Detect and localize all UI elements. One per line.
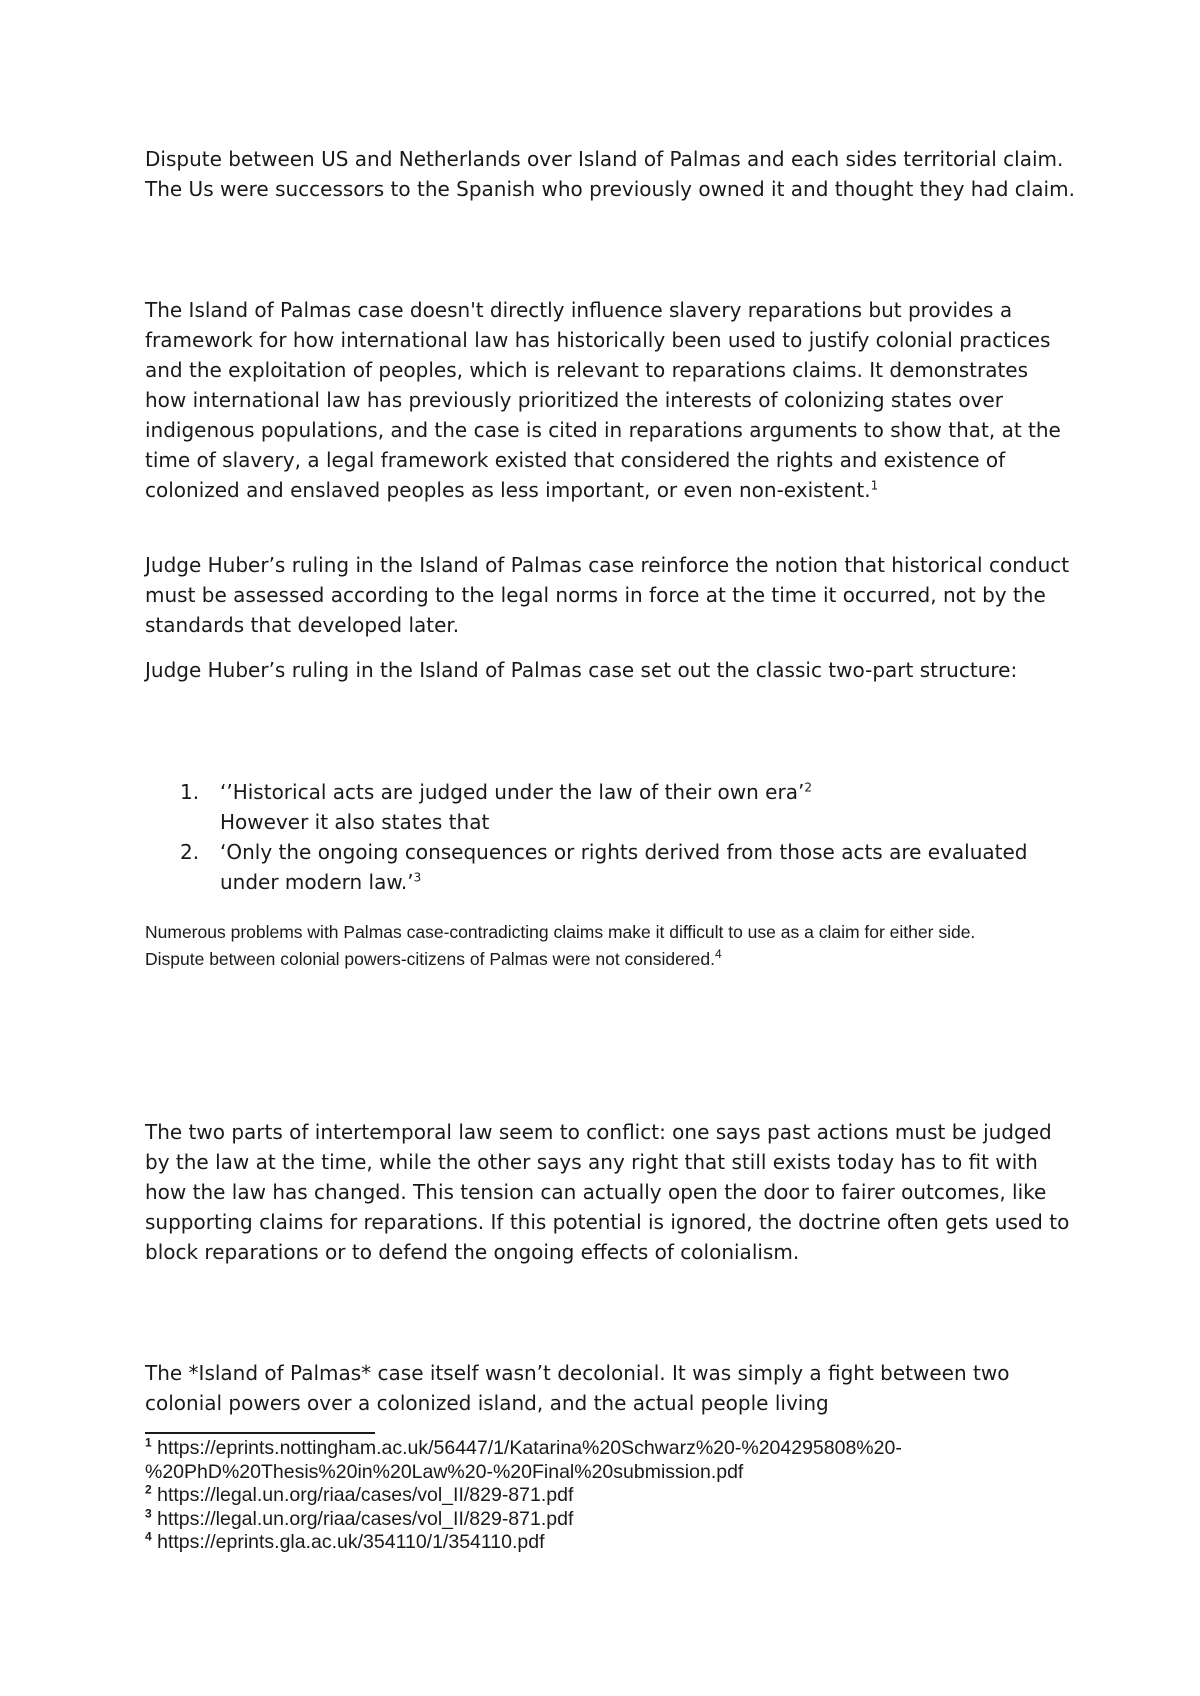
list-item-text: ‘Only the ongoing consequences or rights derived from those acts are evaluated under modern law.’ bbox=[220, 840, 1028, 894]
paragraph-framework bbox=[145, 295, 1075, 505]
paragraph-text: Judge Huber’s ruling in the Island of Palmas case reinforce the notion that historical conduct must be assessed according to the legal norms in force at the time it occurred, not by the standards that developed later. bbox=[145, 553, 1070, 637]
footnote bbox=[145, 1437, 1075, 1484]
note-line: Numerous problems with Palmas case-contradicting claims make it difficult to use as a claim for either side. bbox=[145, 922, 976, 942]
list-number: 2. bbox=[180, 840, 200, 864]
note-line-text: Dispute between colonial powers-citizens of Palmas were not considered. bbox=[145, 949, 716, 969]
paragraph-huber-ruling bbox=[145, 550, 1075, 640]
footnote-separator bbox=[145, 1432, 375, 1434]
paragraph-text: Judge Huber’s ruling in the Island of Palmas case set out the classic two-part structure: bbox=[145, 658, 1018, 682]
paragraph-decolonial bbox=[145, 1358, 1075, 1418]
footnote-ref: 2 bbox=[804, 780, 812, 795]
footnote bbox=[145, 1508, 1075, 1532]
footnote-ref: 4 bbox=[715, 947, 722, 962]
paragraph-intertemporal bbox=[145, 1117, 1075, 1267]
footnote-mark: 2 bbox=[145, 1482, 152, 1497]
list-number: 1. bbox=[180, 780, 200, 804]
footnote bbox=[145, 1484, 1075, 1508]
list-item bbox=[145, 777, 1075, 837]
footnote-link[interactable]: https://eprints.nottingham.ac.uk/56447/1/Katarina%20Schwarz%20-%204295808%20-%20PhD%20Thesis%20in%20Law%20-%20Final%20submission.pdf bbox=[145, 1437, 902, 1483]
paragraph-two-part bbox=[145, 655, 1075, 685]
list-item-text: ‘’Historical acts are judged under the law of their own era’ bbox=[220, 780, 805, 804]
notes-block bbox=[145, 919, 1075, 973]
footnote-ref: 3 bbox=[413, 870, 422, 885]
footnote-link[interactable]: https://legal.un.org/riaa/cases/vol_II/829-871.pdf bbox=[157, 1507, 574, 1530]
footnote bbox=[145, 1531, 1075, 1555]
paragraph-text: The *Island of Palmas* case itself wasn’t decolonial. It was simply a fight between two colonial powers over a colonized island, and the actual people living bbox=[145, 1361, 1010, 1415]
footnote-link[interactable]: https://eprints.gla.ac.uk/354110/1/354110.pdf bbox=[157, 1531, 545, 1553]
footnote-mark: 3 bbox=[145, 1506, 152, 1520]
footnote-mark: 4 bbox=[145, 1529, 152, 1544]
footnote-link[interactable]: https://legal.un.org/riaa/cases/vol_II/829-871.pdf bbox=[157, 1484, 574, 1506]
paragraph-dispute bbox=[145, 144, 1075, 204]
paragraph-text: The two parts of intertemporal law seem to conflict: one says past actions must be judged by the law at the time, while the other says any right that still exists today has to fit with how the law has changed. This tension can actually open the door to fairer outcomes, like supporting claims for reparations. If this potential is ignored, the doctrine often gets used to block reparations or to defend the ongoing effects of colonialism. bbox=[145, 1120, 1070, 1264]
footnotes bbox=[145, 1437, 1075, 1555]
footnote-ref: 1 bbox=[870, 478, 879, 493]
note-line bbox=[145, 946, 1075, 973]
list-item-continuation: However it also states that bbox=[220, 810, 490, 834]
paragraph-text: The Island of Palmas case doesn't directly influence slavery reparations but provides a framework for how international law has historically been used to justify colonial practices and the exploitation of peoples, which is relevant to reparations claims. It demonstrates how international law has previously prioritized the interests of colonizing states over indigenous populations, and the case is cited in reparations arguments to show that, at the time of slavery, a legal framework existed that considered the rights and existence of colonized and enslaved peoples as less important, or even non-existent. bbox=[145, 298, 1061, 502]
footnote-mark: 1 bbox=[145, 1435, 152, 1450]
paragraph-text: Dispute between US and Netherlands over Island of Palmas and each sides territorial claim. The Us were successors to the Spanish who previously owned it and thought they had claim. bbox=[145, 147, 1075, 201]
numbered-list bbox=[145, 777, 1075, 897]
list-item bbox=[145, 837, 1075, 897]
